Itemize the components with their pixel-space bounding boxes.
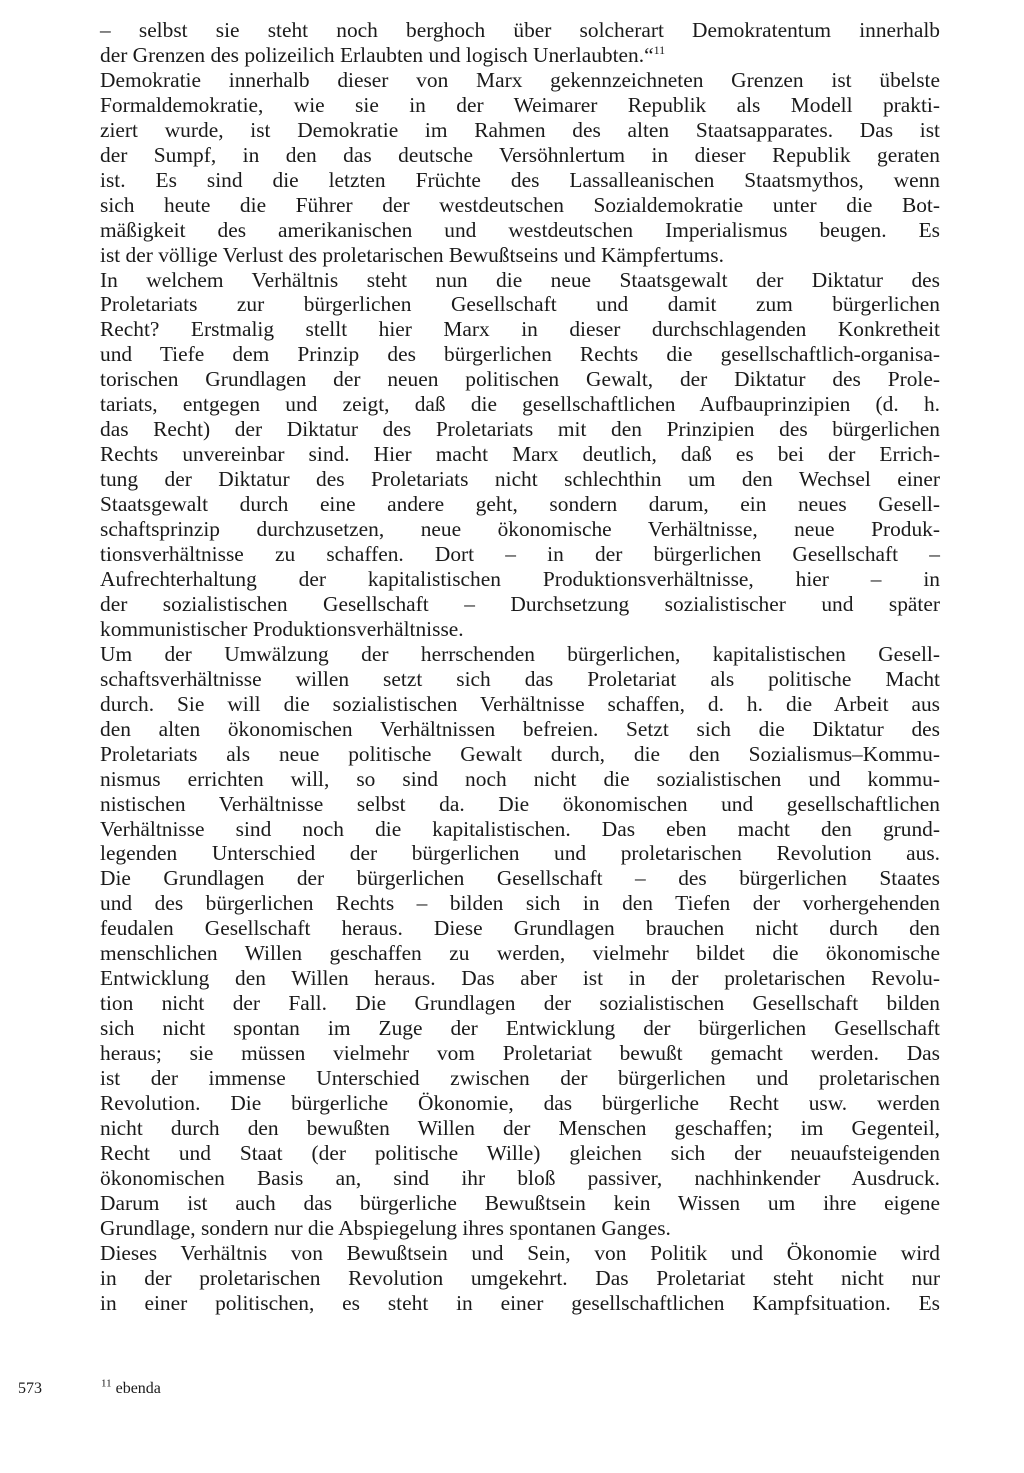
text-line: ist der völlige Verlust des proletarischen Bewußtseins und Kämpfertums.	[100, 242, 724, 267]
text-line: Grundlage, sondern nur die Abspiegelung ihres spontanen Ganges.	[100, 1215, 671, 1240]
page-body	[100, 18, 940, 1316]
text-line: kommunistischer Produktionsverhältnisse.	[100, 616, 464, 641]
text-line: Um der Umwälzung der herrschenden bürgerlichen, kapitalistischen Gesell-	[100, 641, 940, 666]
text-line	[100, 43, 940, 68]
text-line: tung der Diktatur des Proletariats nicht schlechthin um den Wechsel einer	[100, 467, 940, 492]
text-line: tionsverhältnisse zu schaffen. Dort – in der bürgerlichen Gesellschaft –	[100, 542, 940, 567]
text-line: legenden Unterschied der bürgerlichen und proletarischen Revolution aus.	[100, 841, 940, 866]
page-footer	[18, 1379, 418, 1403]
text-line: in der proletarischen Revolution umgekehrt. Das Proletariat steht nicht nur	[100, 1265, 940, 1290]
text-line: mäßigkeit des amerikanischen und westdeutschen Imperialismus beugen. Es	[100, 217, 940, 242]
text-line: heraus; sie müssen vielmehr vom Proletariat bewußt gemacht werden. Das	[100, 1041, 940, 1066]
text-line: menschlichen Willen geschaffen zu werden, vielmehr bildet die ökonomische	[100, 941, 940, 966]
text-line: Verhältnisse sind noch die kapitalistischen. Das eben macht den grund-	[100, 816, 940, 841]
text-line: Dieses Verhältnis von Bewußtsein und Sein, von Politik und Ökonomie wird	[100, 1240, 940, 1265]
paragraph-2	[100, 68, 940, 268]
text-line: In welchem Verhältnis steht nun die neue Staatsgewalt der Diktatur des	[100, 267, 940, 292]
text-line: Recht? Erstmalig stellt hier Marx in dieser durchschlagenden Konkretheit	[100, 317, 940, 342]
text-line: ist. Es sind die letzten Früchte des Lassalleanischen Staatsmythos, wenn	[100, 167, 940, 192]
footnote-text: ebenda	[115, 1380, 161, 1397]
footnote-number: 11	[101, 1377, 112, 1390]
paragraph-5	[100, 1241, 940, 1316]
paragraph-1	[100, 18, 940, 68]
footnote-reference: 11	[653, 42, 666, 57]
paragraph-4	[100, 642, 940, 1241]
text-line: in einer politischen, es steht in einer gesellschaftlichen Kampfsituation. Es	[100, 1290, 940, 1315]
text-line: – selbst sie steht noch berghoch über solcherart Demokratentum innerhalb	[100, 18, 940, 42]
text-line: schaftsprinzip durchzusetzen, neue ökonomische Verhältnisse, neue Produk-	[100, 517, 940, 542]
text-line: das Recht) der Diktatur des Proletariats mit den Prinzipien des bürgerlichen	[100, 417, 940, 442]
text-line: tion nicht der Fall. Die Grundlagen der sozialistischen Gesellschaft bilden	[100, 991, 940, 1016]
text-line: Formaldemokratie, wie sie in der Weimarer Republik als Modell prakti-	[100, 92, 940, 117]
text-line: schaftsverhältnisse willen setzt sich das Proletariat als politische Macht	[100, 666, 940, 691]
text-line: Demokratie innerhalb dieser von Marx gekennzeichneten Grenzen ist übelste	[100, 67, 940, 92]
text-line: den alten ökonomischen Verhältnissen befreien. Setzt sich die Diktatur des	[100, 716, 940, 741]
paragraph-3	[100, 268, 940, 642]
page-number: 573	[18, 1380, 42, 1397]
text-line: torischen Grundlagen der neuen politischen Gewalt, der Diktatur des Prole-	[100, 367, 940, 392]
text-line: sich heute die Führer der westdeutschen Sozialdemokratie unter die Bot-	[100, 192, 940, 217]
text-line: Staatsgewalt durch eine andere geht, sondern darum, ein neues Gesell-	[100, 492, 940, 517]
text-line: nicht durch den bewußten Willen der Menschen geschaffen; im Gegenteil,	[100, 1115, 940, 1140]
text-line: Entwicklung den Willen heraus. Das aber ist in der proletarischen Revolu-	[100, 966, 940, 991]
text-line: Aufrechterhaltung der kapitalistischen Produktionsverhältnisse, hier – in	[100, 566, 940, 591]
text-line-content: der Grenzen des polizeilich Erlaubten und logisch Unerlaubten.“	[100, 42, 654, 67]
text-line: Darum ist auch das bürgerliche Bewußtsein kein Wissen um ihre eigene	[100, 1190, 940, 1215]
text-line: Die Grundlagen der bürgerlichen Gesellschaft – des bürgerlichen Staates	[100, 866, 940, 891]
text-line: und Tiefe dem Prinzip des bürgerlichen Rechts die gesellschaftlich-organisa-	[100, 342, 940, 367]
text-line: Recht und Staat (der politische Wille) gleichen sich der neuaufsteigenden	[100, 1140, 940, 1165]
text-line: feudalen Gesellschaft heraus. Diese Grundlagen brauchen nicht durch den	[100, 916, 940, 941]
text-line: Rechts unvereinbar sind. Hier macht Marx deutlich, daß es bei der Errich-	[100, 442, 940, 467]
text-line: Proletariats als neue politische Gewalt durch, die den Sozialismus–Kommu-	[100, 741, 940, 766]
text-line: der sozialistischen Gesellschaft – Durchsetzung sozialistischer und später	[100, 591, 940, 616]
text-line: nismus errichten will, so sind noch nicht die sozialistischen und kommu-	[100, 766, 940, 791]
text-line: durch. Sie will die sozialistischen Verhältnisse schaffen, d. h. die Arbeit aus	[100, 691, 940, 716]
text-line: ist der immense Unterschied zwischen der bürgerlichen und proletarischen	[100, 1066, 940, 1091]
text-line: und des bürgerlichen Rechts – bilden sich in den Tiefen der vorhergehenden	[100, 891, 940, 916]
text-line: Revolution. Die bürgerliche Ökonomie, das bürgerliche Recht usw. werden	[100, 1090, 940, 1115]
text-line: sich nicht spontan im Zuge der Entwicklung der bürgerlichen Gesellschaft	[100, 1016, 940, 1041]
text-line: tariats, entgegen und zeigt, daß die gesellschaftlichen Aufbauprinzipien (d. h.	[100, 392, 940, 417]
text-line: Proletariats zur bürgerlichen Gesellschaft und damit zum bürgerlichen	[100, 292, 940, 317]
footnote	[101, 1379, 161, 1399]
text-line: ziert wurde, ist Demokratie im Rahmen des alten Staatsapparates. Das ist	[100, 117, 940, 142]
text-line: nistischen Verhältnisse selbst da. Die ökonomischen und gesellschaftlichen	[100, 791, 940, 816]
text-line: ökonomischen Basis an, sind ihr bloß passiver, nachhinkender Ausdruck.	[100, 1165, 940, 1190]
text-line: der Sumpf, in den das deutsche Versöhnlertum in dieser Republik geraten	[100, 142, 940, 167]
